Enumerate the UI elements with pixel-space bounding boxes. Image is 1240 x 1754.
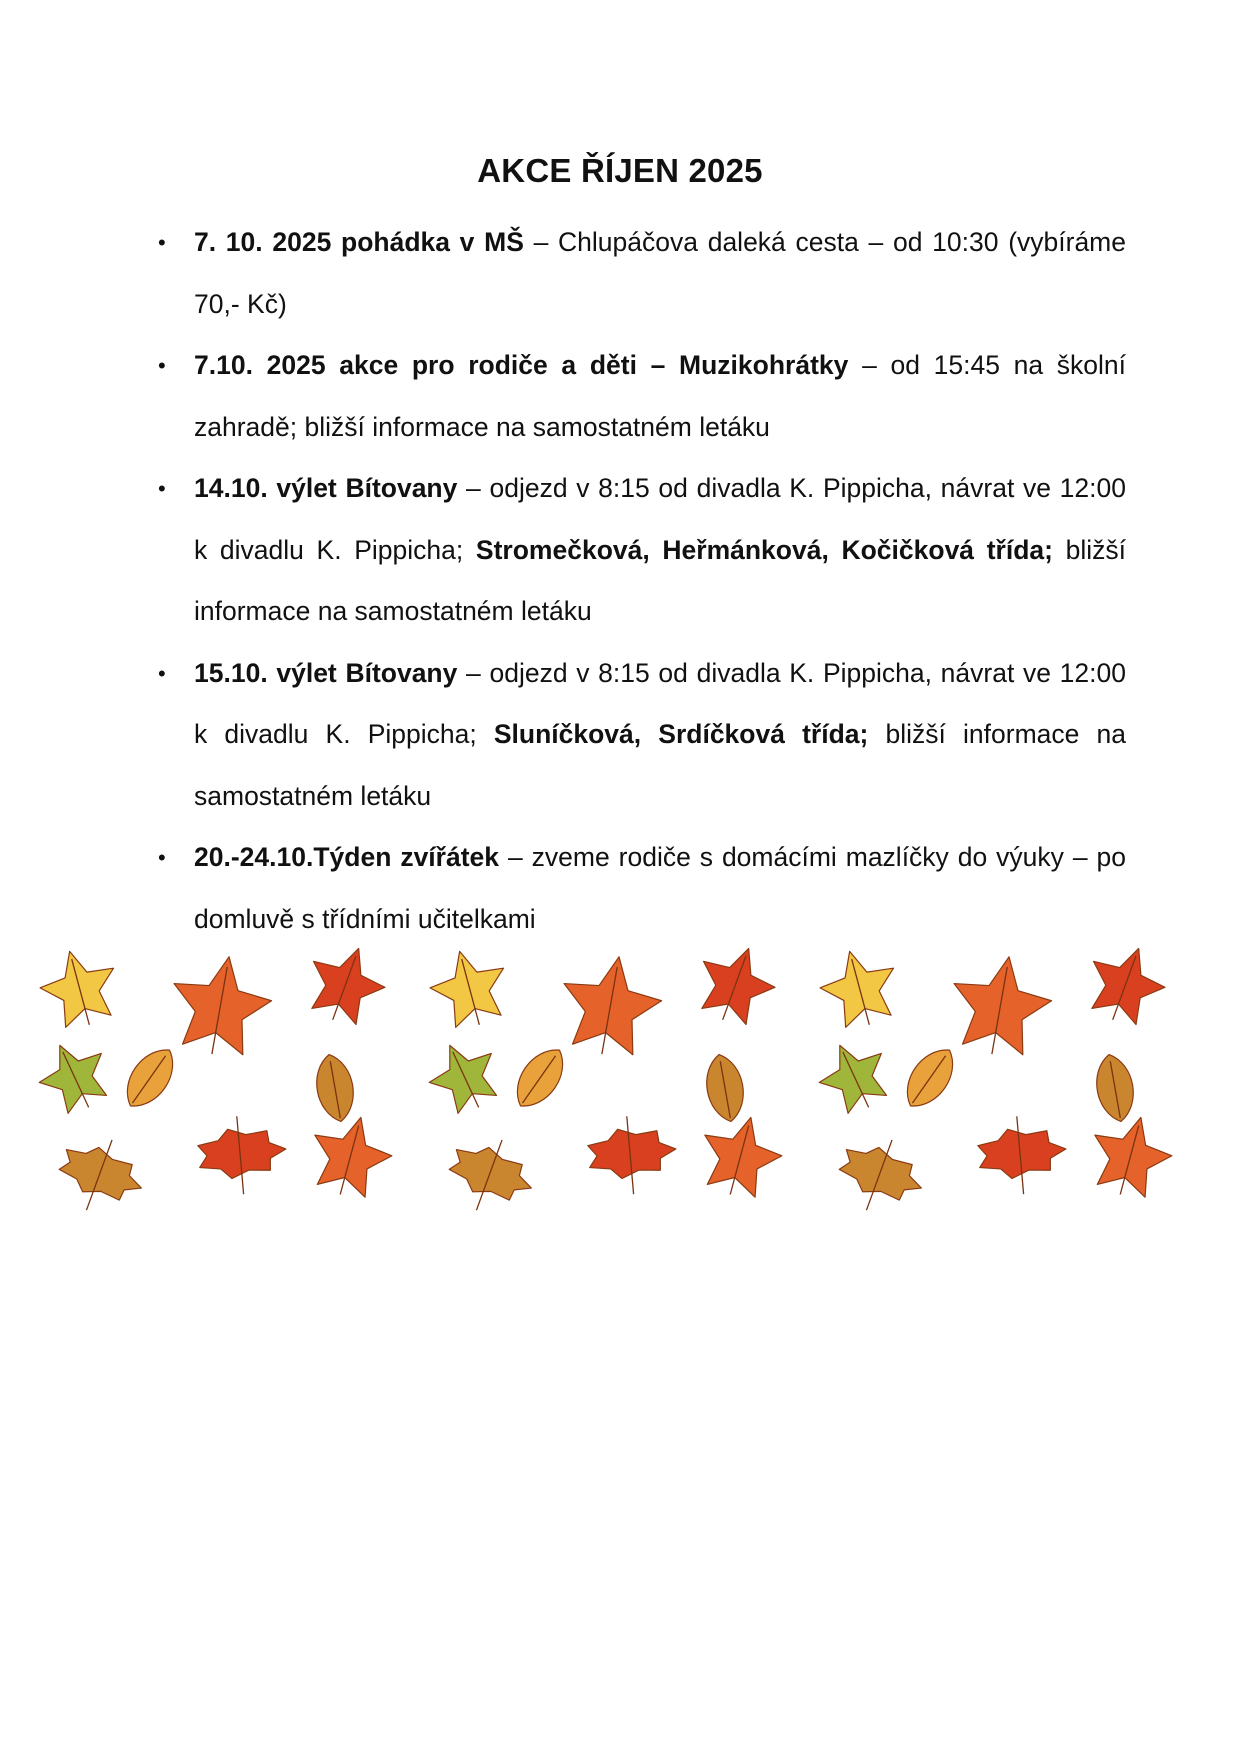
event-highlight: 14.10. výlet Bítovany (194, 473, 458, 503)
event-item (150, 643, 1126, 828)
bullet-icon: • (158, 230, 166, 255)
leaf-icon (33, 948, 126, 1035)
leaf-icon (423, 948, 516, 1035)
leaf-icon (813, 948, 906, 1035)
event-text: bližší informace na samostatném letáku (194, 534, 1126, 626)
event-text: – zveme rodiče s domácími mazlíčky do výuky – po domluvě s třídními učitelkami (194, 842, 1126, 934)
leaf-icon (196, 1112, 290, 1198)
event-classes: Stromečková, Heřmánková, Kočičková třída; (475, 534, 1053, 565)
event-item (150, 335, 1126, 458)
leaf-icon (810, 1031, 900, 1122)
leaf-icon (1082, 1107, 1180, 1205)
event-text: – odjezd v 8:15 od divadla K. Pippicha, návrat ve 12:00 k divadlu K. Pippicha; (194, 657, 1126, 749)
event-item (150, 212, 1126, 335)
leaf-icon (116, 1040, 184, 1116)
bullet-icon: • (158, 845, 166, 870)
leaf-icon (687, 948, 784, 1033)
leaf-icon (829, 1126, 933, 1224)
leaf-cluster (420, 948, 810, 1224)
leaf-icon (312, 1051, 359, 1124)
leaf-icon (692, 1107, 790, 1205)
event-highlight: 20.-24.10.Týden zvířátek (194, 842, 500, 872)
event-list (150, 212, 1126, 950)
event-highlight: 15.10. výlet Bítovany (194, 657, 458, 688)
leaf-icon (976, 1112, 1070, 1198)
leaf-icon (506, 1040, 574, 1116)
leaf-icon (553, 948, 668, 1062)
bullet-icon: • (158, 476, 166, 501)
bullet-icon: • (158, 353, 166, 378)
leaf-icon (297, 948, 394, 1033)
event-highlight: 7.10. 2025 akce pro rodiče a děti – Muzikohrátky (194, 350, 849, 380)
leaf-cluster (30, 948, 420, 1224)
leaf-icon (163, 948, 278, 1062)
leaf-icon (439, 1126, 543, 1224)
event-item (150, 827, 1126, 950)
leaf-cluster (810, 948, 1200, 1224)
event-classes: Sluníčková, Srdíčková třída; (493, 719, 869, 749)
leaf-icon (1077, 948, 1174, 1033)
event-text: – odjezd v 8:15 od divadla K. Pippicha, návrat ve 12:00 k divadlu K. Pippicha; (194, 473, 1126, 565)
event-text: bližší informace na samostatném letáku (194, 719, 1126, 811)
leaf-icon (586, 1112, 680, 1198)
autumn-leaves-border (30, 948, 1210, 1224)
leaf-icon (49, 1126, 153, 1224)
bullet-icon: • (158, 660, 166, 686)
leaf-icon (896, 1040, 964, 1116)
leaf-icon (1092, 1051, 1139, 1124)
leaf-icon (702, 1051, 749, 1124)
leaf-icon (943, 948, 1058, 1062)
event-text: – od 15:45 na školní zahradě; bližší informace na samostatném letáku (194, 350, 1126, 442)
leaf-icon (30, 1031, 120, 1122)
leaf-icon (302, 1107, 400, 1205)
event-text: – Chlupáčova daleká cesta – od 10:30 (vybíráme 70,- Kč) (194, 227, 1126, 319)
leaf-icon (420, 1031, 510, 1122)
event-highlight: 7. 10. 2025 pohádka v MŠ (194, 227, 524, 257)
page-title: AKCE ŘÍJEN 2025 (477, 152, 763, 189)
event-item (150, 458, 1126, 643)
